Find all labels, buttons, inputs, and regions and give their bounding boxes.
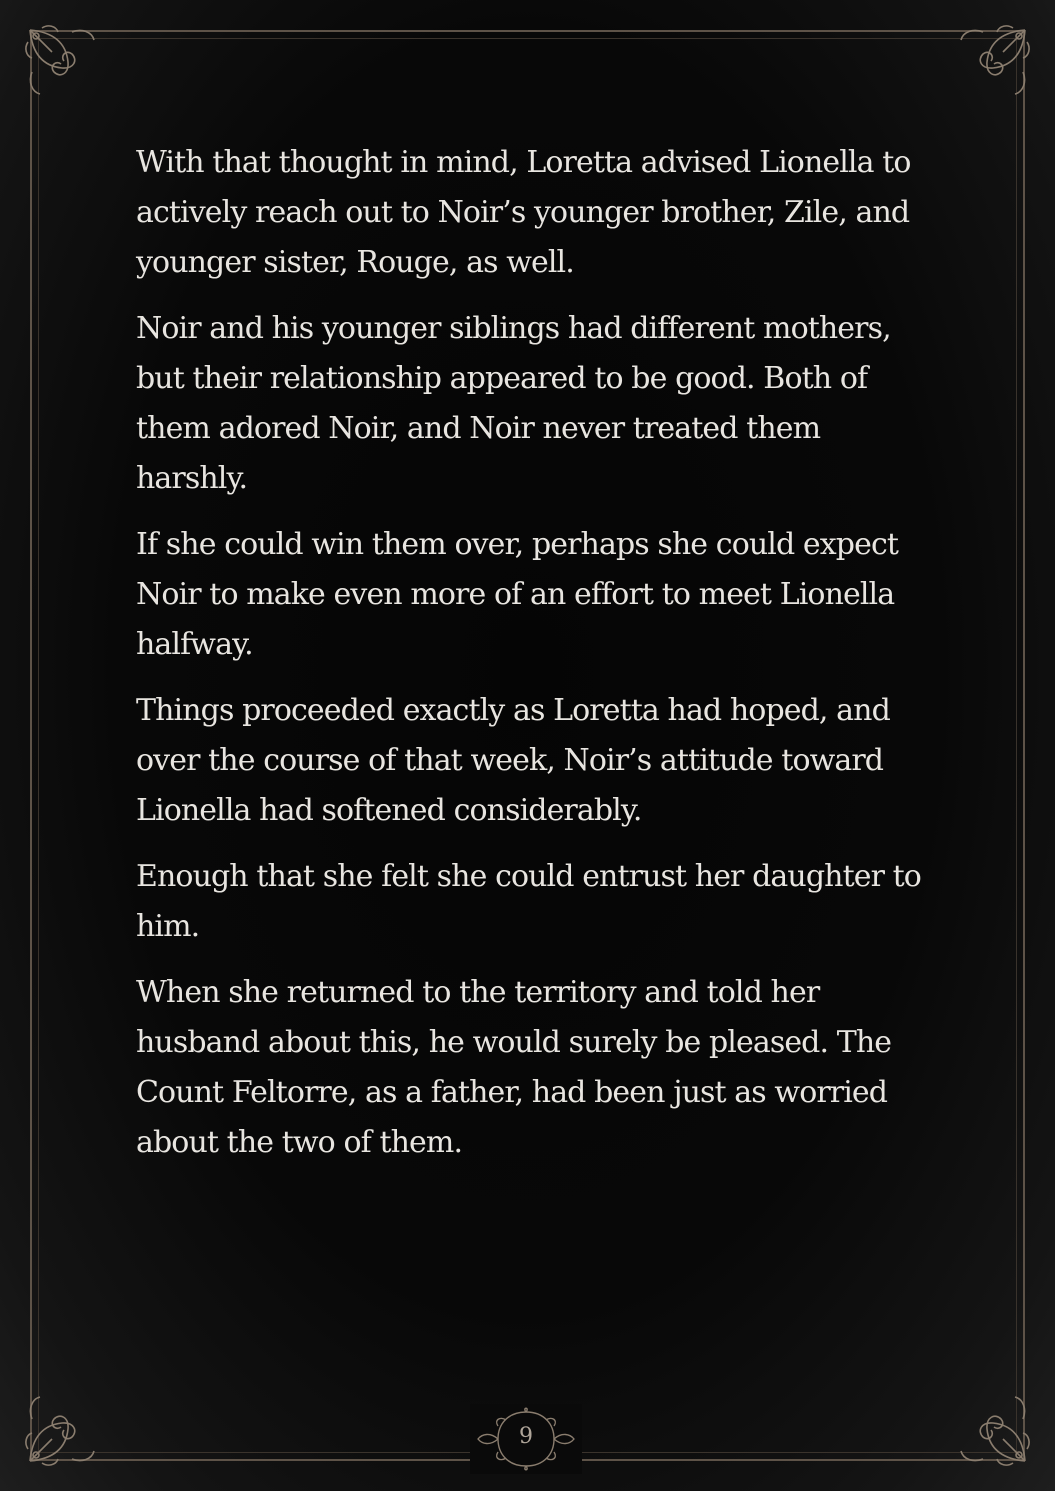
page-number: 9 [519,1424,533,1449]
corner-ornament-top-left-icon [22,22,114,114]
paragraph: If she could win them over, perhaps she could expect Noir to make even more of an effort to meet Lionella halfway. [136,527,898,662]
page-number-medallion [470,1404,582,1474]
paragraph: Enough that she felt she could entrust her daughter to him. [136,859,921,944]
paragraph: Things proceeded exactly as Loretta had hoped, and over the course of that week, Noir’s attitude toward Lionella had softened considerably. [136,693,890,828]
corner-ornament-bottom-left-icon [22,1377,114,1469]
corner-ornament-bottom-right-icon [941,1377,1033,1469]
paragraph: With that thought in mind, Loretta advised Lionella to actively reach out to Noir’s younger brother, Zile, and younger sister, Rouge, as well. [136,145,911,280]
chapter-text [136,138,926,1184]
corner-ornament-top-right-icon [941,22,1033,114]
paragraph: Noir and his younger siblings had different mothers, but their relationship appeared to be good. Both of them adored Noir, and Noir never treated them harshly. [136,311,891,496]
paragraph: When she returned to the territory and told her husband about this, he would surely be pleased. The Count Feltorre, as a father, had been just as worried about the two of them. [136,975,892,1160]
